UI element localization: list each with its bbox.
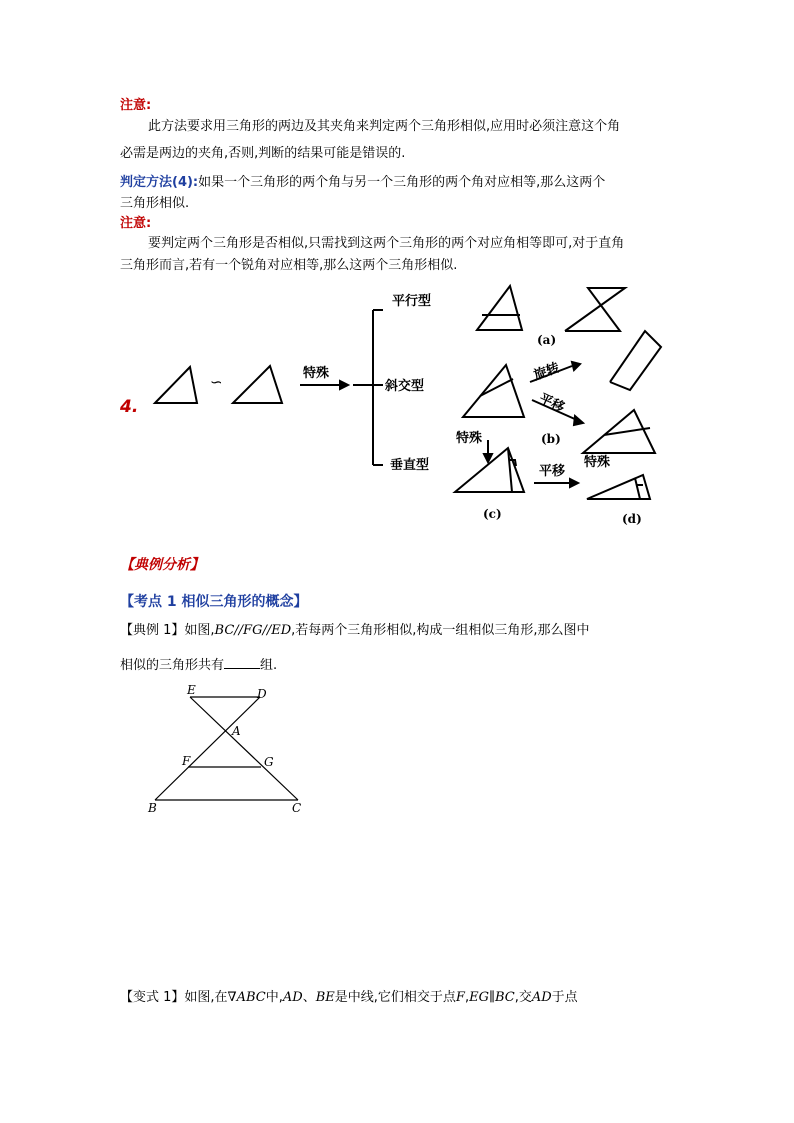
similar-triangle-models-figure xyxy=(0,280,794,530)
example1-tag: 【典例 1】 xyxy=(120,623,185,638)
point-a: A xyxy=(232,724,241,738)
point-g: G xyxy=(264,755,274,769)
example1-diagram xyxy=(140,680,320,820)
example1-line1: 【典例 1】如图,BC//FG//ED,若每两个三角形相似,构成一组相似三角形,那么图中 xyxy=(120,623,590,638)
example1-math: BC//FG//ED xyxy=(214,623,292,638)
method4-line1: 判定方法(4):如果一个三角形的两个角与另一个三角形的两个角对应相等,那么这两个 xyxy=(120,175,606,190)
triangle-left xyxy=(155,367,197,403)
note2-line1: 要判定两个三角形是否相似,只需找到这两个三角形的两个对应角相等即可,对于直角 xyxy=(148,236,625,251)
rotate-label: 旋转 xyxy=(532,360,562,384)
point-d: D xyxy=(257,687,267,701)
method4-label: 判定方法(4): xyxy=(120,175,199,190)
translate-label-1: 平移 xyxy=(536,391,567,416)
perpendicular-type-label: 垂直型 xyxy=(390,458,430,473)
note1-line1: 此方法要求用三角形的两边及其夹角来判定两个三角形相似,应用时必须注意这个角 xyxy=(148,119,621,134)
note2-line2: 三角形而言,若有一个锐角对应相等,那么这两个三角形相似. xyxy=(120,258,458,273)
example1-line2: 相似的三角形共有 组. xyxy=(120,654,277,676)
special-label-3: 特殊 xyxy=(584,455,611,470)
caption-b: (b) xyxy=(541,432,561,446)
note1-line2: 必需是两边的夹角,否则,判断的结果可能是错误的. xyxy=(120,146,406,161)
variant1-tag: 【变式 1】 xyxy=(120,990,185,1005)
section-heading: 【典例分析】 xyxy=(120,557,204,573)
variant1-line: 【变式 1】如图,在∇ABC中,AD、BE是中线,它们相交于点F,EG∥BC,交AD于点 xyxy=(120,990,578,1005)
topic-heading: 【考点 1 相似三角形的概念】 xyxy=(120,594,308,610)
point-c: C xyxy=(292,801,302,815)
parallel-type-label: 平行型 xyxy=(392,294,432,309)
triangle-right xyxy=(233,366,282,403)
point-f: F xyxy=(182,754,191,768)
caption-c: (c) xyxy=(483,507,502,521)
item-number: 4. xyxy=(120,397,139,417)
point-b: B xyxy=(148,801,157,815)
special-label: 特殊 xyxy=(303,366,330,381)
caption-d: (d) xyxy=(622,512,642,526)
note2-label: 注意: xyxy=(120,216,152,231)
translate-label-2: 平移 xyxy=(539,464,566,479)
point-e: E xyxy=(187,683,196,697)
method4-line2: 三角形相似. xyxy=(120,196,190,211)
note1-label: 注意: xyxy=(120,98,152,113)
answer-blank[interactable] xyxy=(224,654,260,669)
caption-a: (a) xyxy=(537,333,557,347)
similar-symbol: ∽ xyxy=(210,373,223,391)
oblique-type-label: 斜交型 xyxy=(385,379,425,394)
special-label-2: 特殊 xyxy=(456,431,483,446)
